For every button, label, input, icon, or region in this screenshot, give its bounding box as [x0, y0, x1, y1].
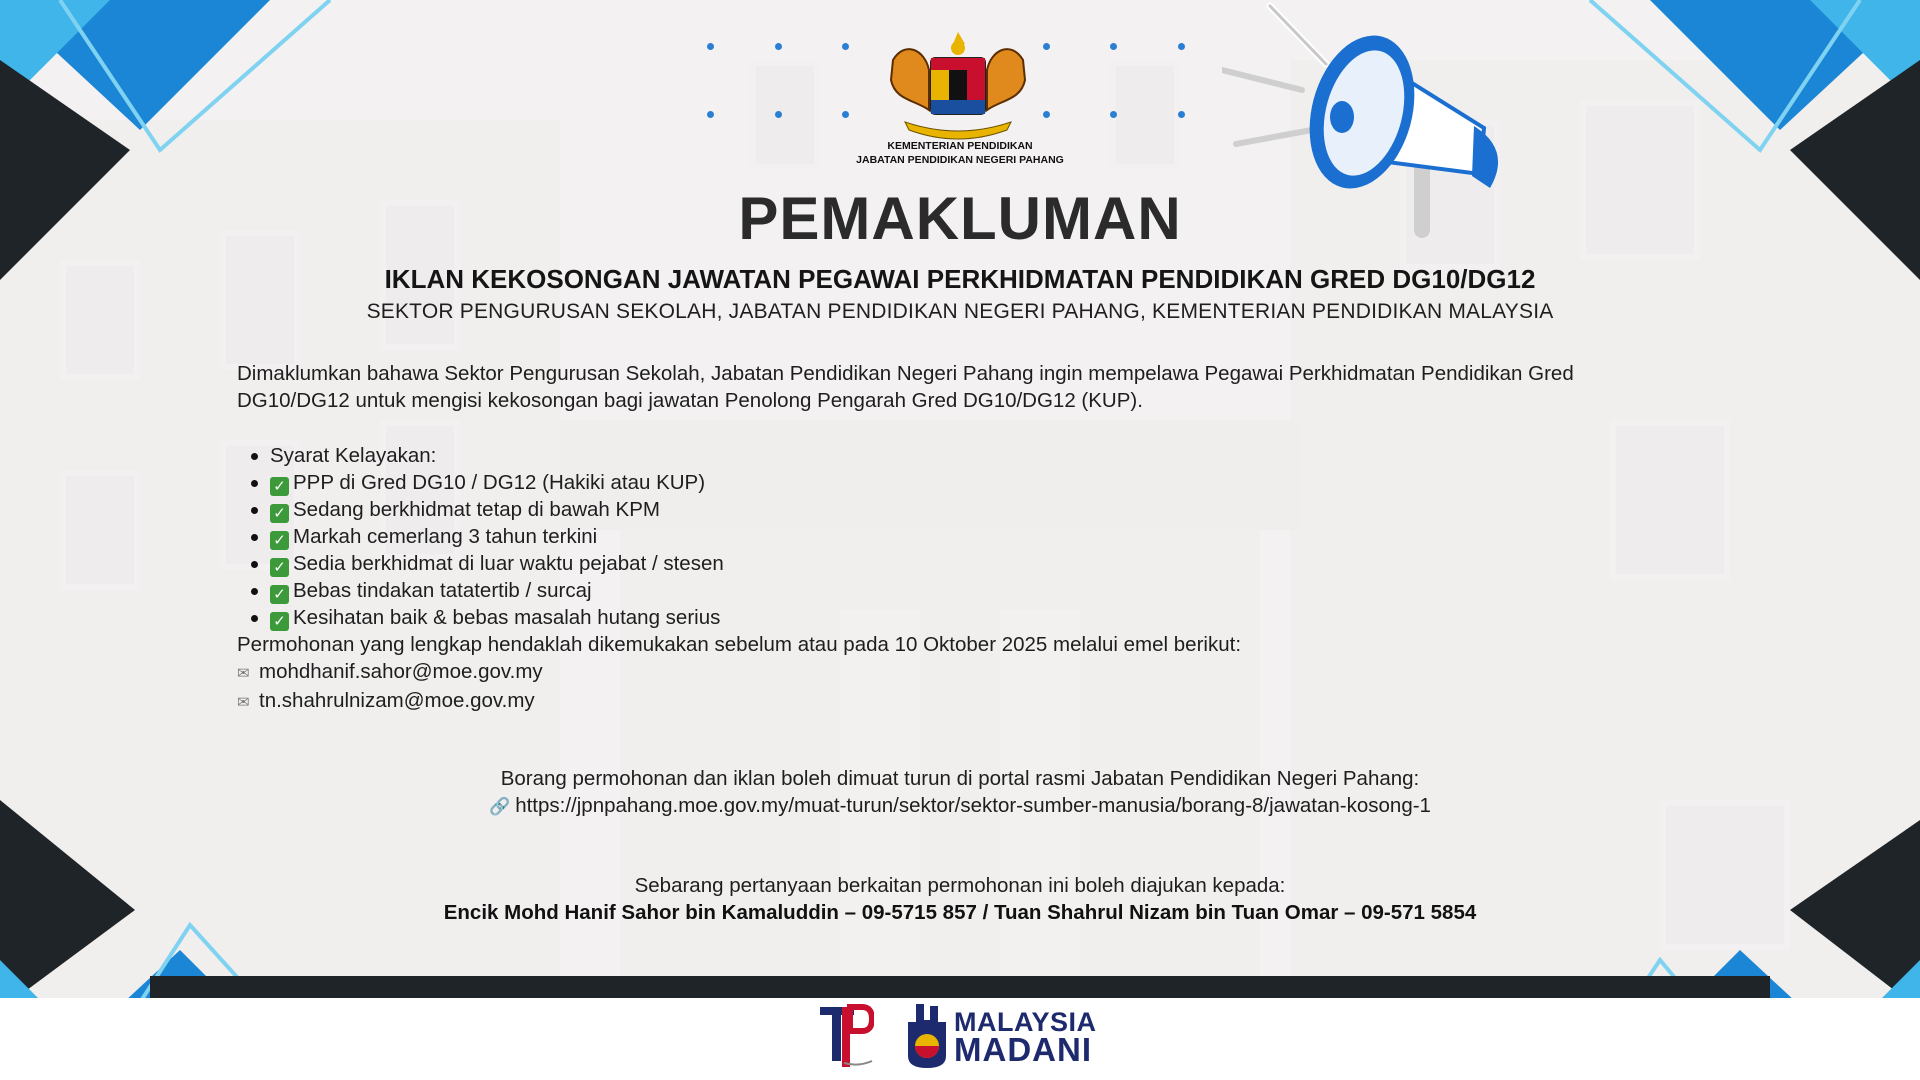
intro-line2: DG10/DG12 untuk mengisi kekosongan bagi jawatan Penolong Pengarah Gred DG10/DG12 (KUP).	[237, 389, 1143, 412]
list-item: ✓ PPP di Gred DG10 / DG12 (Hakiki atau KUP)	[237, 469, 1697, 496]
checkmark-icon: ✓	[270, 558, 289, 577]
list-item: ✓ Sedia berkhidmat di luar waktu pejabat / stesen	[237, 550, 1697, 577]
intro-line1: Dimaklumkan bahawa Sektor Pengurusan Sekolah, Jabatan Pendidikan Negeri Pahang ingin mempelawa Pegawai Perkhidmatan Pendidikan Gred	[237, 362, 1574, 385]
email-link[interactable]: tn.shahrulnizam@moe.gov.my	[259, 689, 535, 712]
checkmark-icon: ✓	[270, 585, 289, 604]
malaysia-madani-logo	[900, 1002, 1100, 1070]
checkmark-icon: ✓	[270, 504, 289, 523]
crest-caption	[800, 139, 1120, 167]
download-url-link[interactable]: https://jpnpahang.moe.gov.my/muat-turun/sektor/sektor-sumber-manusia/borang-8/jawatan-kosong-1	[515, 794, 1431, 817]
footer-dark-bar	[150, 976, 1770, 998]
checkmark-icon: ✓	[270, 477, 289, 496]
list-item: ✓ Sedang berkhidmat tetap di bawah KPM	[237, 496, 1697, 523]
madani-hand-icon	[900, 1002, 954, 1070]
list-item: ✓ Bebas tindakan tatatertib / surcaj	[237, 577, 1697, 604]
link-icon: 🔗	[489, 797, 511, 817]
madani-line2: MADANI	[954, 1031, 1092, 1068]
email-line	[237, 687, 1697, 716]
envelope-icon: ✉	[237, 664, 250, 682]
envelope-icon: ✉	[237, 693, 250, 711]
checkmark-icon: ✓	[270, 612, 289, 631]
list-item: ✓ Markah cemerlang 3 tahun terkini	[237, 523, 1697, 550]
department-line: SEKTOR PENGURUSAN SEKOLAH, JABATAN PENDIDIKAN NEGERI PAHANG, KEMENTERIAN PENDIDIKAN MALAYSIA	[366, 300, 1554, 323]
crest-caption-line2: JABATAN PENDIDIKAN NEGERI PAHANG	[856, 154, 1064, 166]
download-block	[300, 765, 1620, 821]
checkmark-icon: ✓	[270, 531, 289, 550]
email-line	[237, 658, 1697, 687]
contact-persons: Encik Mohd Hanif Sahor bin Kamaluddin – 09-5715 857 / Tuan Shahrul Nizam bin Tuan Omar – 09-571 5854	[443, 901, 1477, 924]
madani-wordmark	[954, 1007, 1097, 1068]
crest-caption-line1: KEMENTERIAN PENDIDIKAN	[887, 140, 1033, 152]
list-item: ✓ Kesihatan baik & bebas masalah hutang serius	[237, 604, 1697, 631]
announcement-body	[237, 360, 1697, 716]
email-link[interactable]: mohdhanif.sahor@moe.gov.my	[259, 660, 543, 683]
announcement-subtitle: IKLAN KEKOSONGAN JAWATAN PEGAWAI PERKHIDMATAN PENDIDIKAN GRED DG10/DG12	[384, 264, 1536, 294]
download-text: Borang permohonan dan iklan boleh dimuat turun di portal rasmi Jabatan Pendidikan Negeri Pahang:	[500, 767, 1420, 790]
page-title: PEMAKLUMAN	[738, 185, 1182, 252]
enquiry-text: Sebarang pertanyaan berkaitan permohonan ini boleh diajukan kepada:	[634, 874, 1286, 897]
requirements-list	[237, 442, 1697, 631]
download-link-row	[300, 792, 1620, 821]
application-text: Permohonan yang lengkap hendaklah dikemukakan sebelum atau pada 10 Oktober 2025 melalui emel berikut:	[237, 633, 1242, 656]
coat-of-arms-logo	[885, 30, 1031, 140]
enquiry-block	[300, 872, 1620, 926]
requirements-heading: Syarat Kelayakan:	[237, 442, 1697, 469]
madani-line1: MALAYSIA	[954, 1007, 1097, 1037]
tp-logo	[818, 1003, 874, 1069]
